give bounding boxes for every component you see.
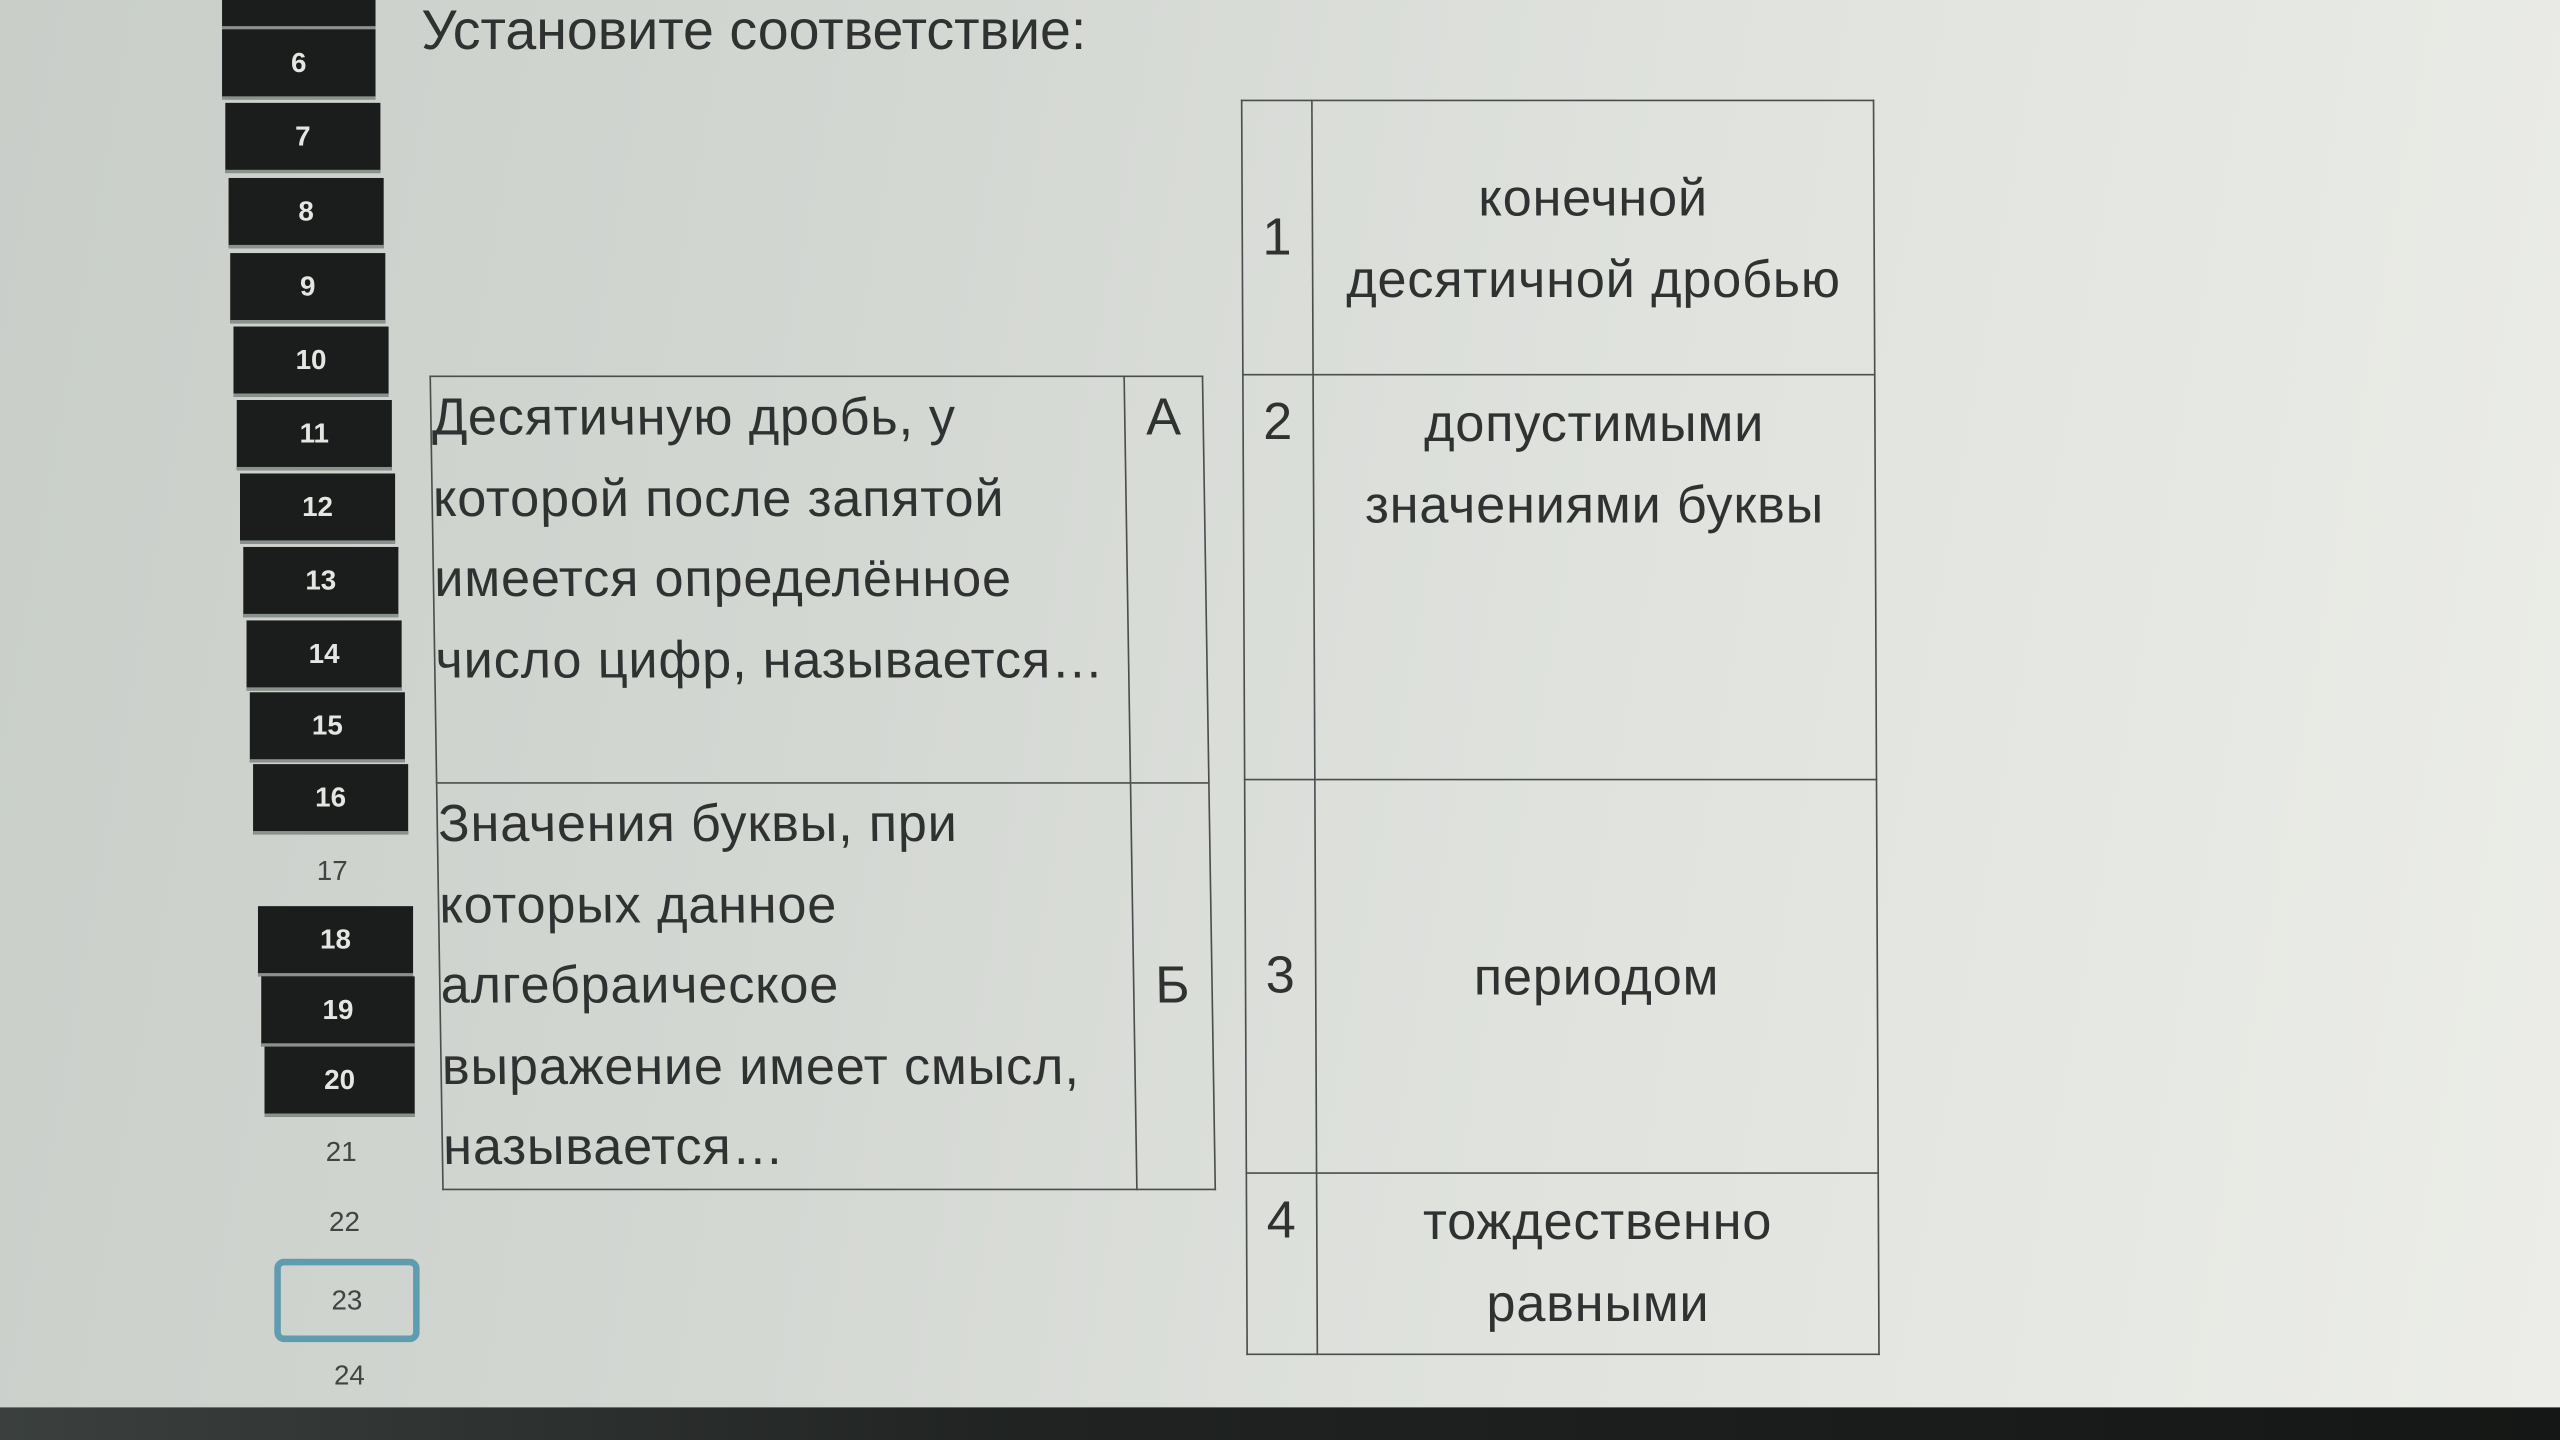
option-text: допустимыми значениями буквы [1313,375,1876,780]
nav-item-20[interactable]: 20 [264,1047,414,1117]
option-number: 3 [1245,780,1317,1173]
options-table [1241,100,1880,1356]
statement-text: Значения буквы, при которых данное алгебраическое выражение имеет смысл, называется… [437,783,1137,1189]
option-text: периодом [1315,780,1878,1173]
question-title: Установите соответствие: [421,0,1087,63]
option-number: 4 [1246,1173,1317,1354]
option-text: тождественно равными [1317,1173,1879,1354]
screen-bottom-bezel [0,1407,2560,1440]
option-text: конечной десятичной дробью [1312,100,1875,374]
statement-letter: Б [1130,783,1215,1189]
nav-item-6[interactable]: 6 [222,29,375,99]
option-row-3 [1245,780,1879,1173]
option-row-2 [1243,375,1877,780]
option-number: 2 [1243,375,1315,780]
option-row-4 [1246,1173,1879,1354]
statement-letter: А [1124,376,1209,783]
statement-row-b [437,783,1216,1189]
nav-item-19[interactable]: 19 [261,976,414,1046]
statement-text: Десятичную дробь, у которой после запятой имеется определённое число цифр, называется… [430,376,1130,783]
statement-row-a [430,376,1209,783]
nav-item-10[interactable]: 10 [233,327,388,397]
nav-item-18[interactable]: 18 [258,906,413,976]
nav-item-14[interactable]: 14 [247,620,402,690]
nav-item-5[interactable] [222,0,375,29]
nav-item-11[interactable]: 11 [237,400,392,470]
nav-item-17[interactable]: 17 [316,854,348,886]
nav-item-23[interactable]: 23 [274,1259,419,1342]
nav-item-9[interactable]: 9 [230,253,385,323]
nav-item-24[interactable]: 24 [333,1359,365,1391]
nav-item-8[interactable]: 8 [229,178,384,248]
nav-item-21[interactable]: 21 [325,1135,357,1167]
nav-item-13[interactable]: 13 [243,547,398,617]
nav-item-15[interactable]: 15 [250,692,405,762]
nav-item-16[interactable]: 16 [253,764,408,834]
nav-item-12[interactable]: 12 [240,473,395,543]
nav-item-7[interactable]: 7 [225,103,380,173]
statements-table [429,376,1216,1190]
option-number: 1 [1242,100,1313,374]
nav-item-22[interactable]: 22 [329,1205,360,1237]
option-row-1 [1242,100,1875,374]
